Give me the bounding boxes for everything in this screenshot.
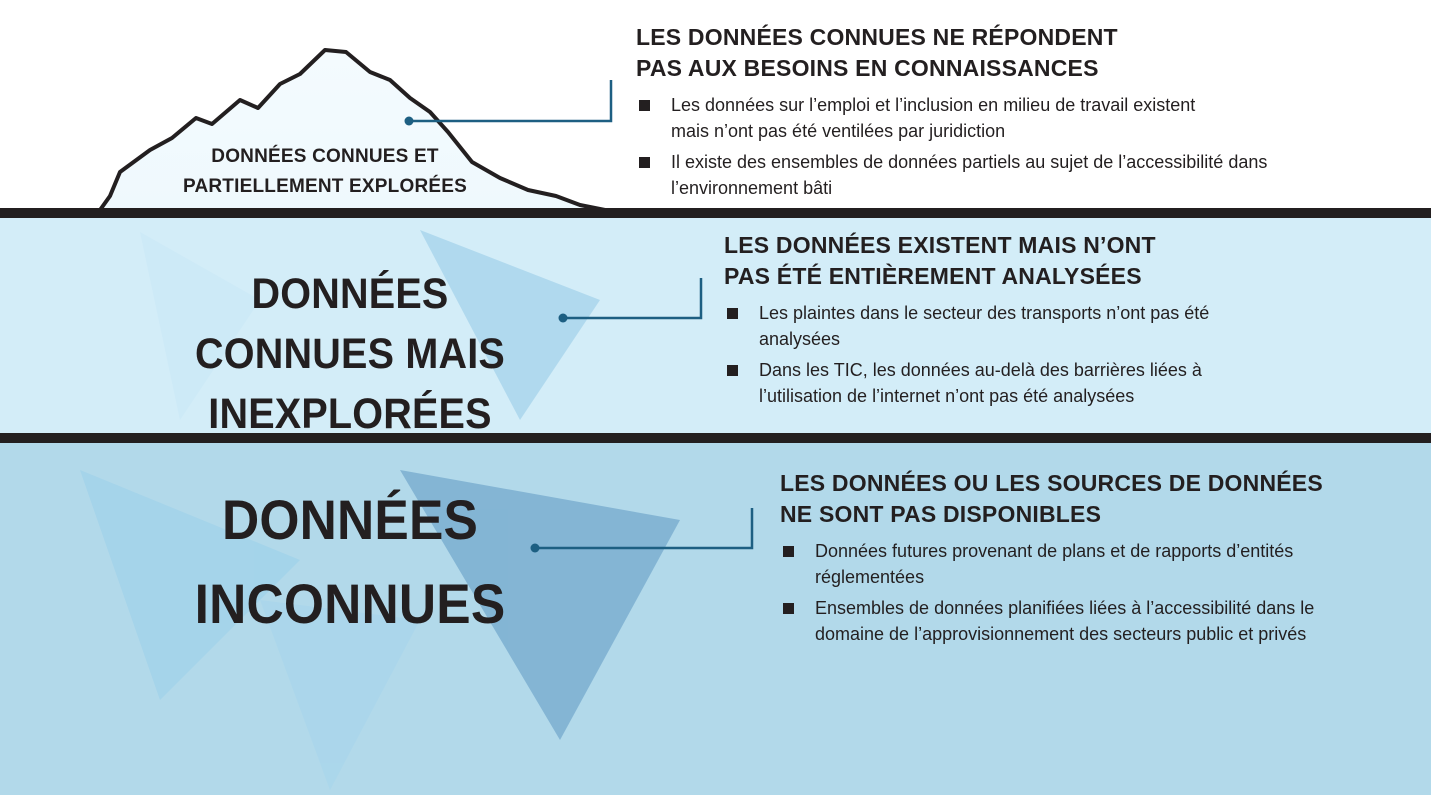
list-item <box>636 92 1211 144</box>
info-block-known-data <box>636 22 1336 206</box>
info-title: LES DONNÉES OU LES SOURCES DE DONNÉES NE SONT PAS DISPONIBLES <box>780 470 1323 527</box>
info-list <box>780 538 1400 647</box>
info-list <box>636 92 1336 201</box>
iceberg-top-label: DONNÉES CONNUES ET PARTIELLEMENT EXPLORÉES <box>183 146 467 197</box>
bullet-square-icon <box>783 546 794 557</box>
info-title: LES DONNÉES EXISTENT MAIS N’ONT PAS ÉTÉ ENTIÈREMENT ANALYSÉES <box>724 232 1156 289</box>
iceberg-middle-label: DONNÉES CONNUES MAIS INEXPLORÉES <box>195 270 505 438</box>
list-item-text: Il existe des ensembles de données partiels au sujet de l’accessibilité dans l’environnement bâti <box>671 152 1268 198</box>
info-title: LES DONNÉES CONNUES NE RÉPONDENT PAS AUX BESOINS EN CONNAISSANCES <box>636 24 1118 81</box>
iceberg-bottom-label: DONNÉES INCONNUES <box>194 488 506 635</box>
bullet-square-icon <box>639 100 650 111</box>
list-item <box>780 538 1305 590</box>
bullet-square-icon <box>727 365 738 376</box>
waterline-divider-top <box>0 208 1431 218</box>
list-item <box>724 300 1239 352</box>
list-item-text: Les données sur l’emploi et l’inclusion en milieu de travail existent mais n’ont pas été ventilées par juridiction <box>671 95 1196 141</box>
list-item <box>636 149 1311 201</box>
bullet-square-icon <box>783 603 794 614</box>
list-item-text: Ensembles de données planifiées liées à l’accessibilité dans le domaine de l’approvisionnement des secteurs public et privés <box>815 598 1315 644</box>
list-item-text: Données futures provenant de plans et de rapports d’entités réglementées <box>815 541 1294 587</box>
bullet-square-icon <box>639 157 650 168</box>
info-list <box>724 300 1344 409</box>
info-block-unanalyzed-data <box>724 230 1344 414</box>
bullet-square-icon <box>727 308 738 319</box>
list-item <box>780 595 1350 647</box>
list-item <box>724 357 1269 409</box>
list-item-text: Dans les TIC, les données au-delà des barrières liées à l’utilisation de l’internet n’ont pas été analysées <box>759 360 1202 406</box>
info-block-unavailable-data <box>780 468 1400 652</box>
list-item-text: Les plaintes dans le secteur des transports n’ont pas été analysées <box>759 303 1210 349</box>
